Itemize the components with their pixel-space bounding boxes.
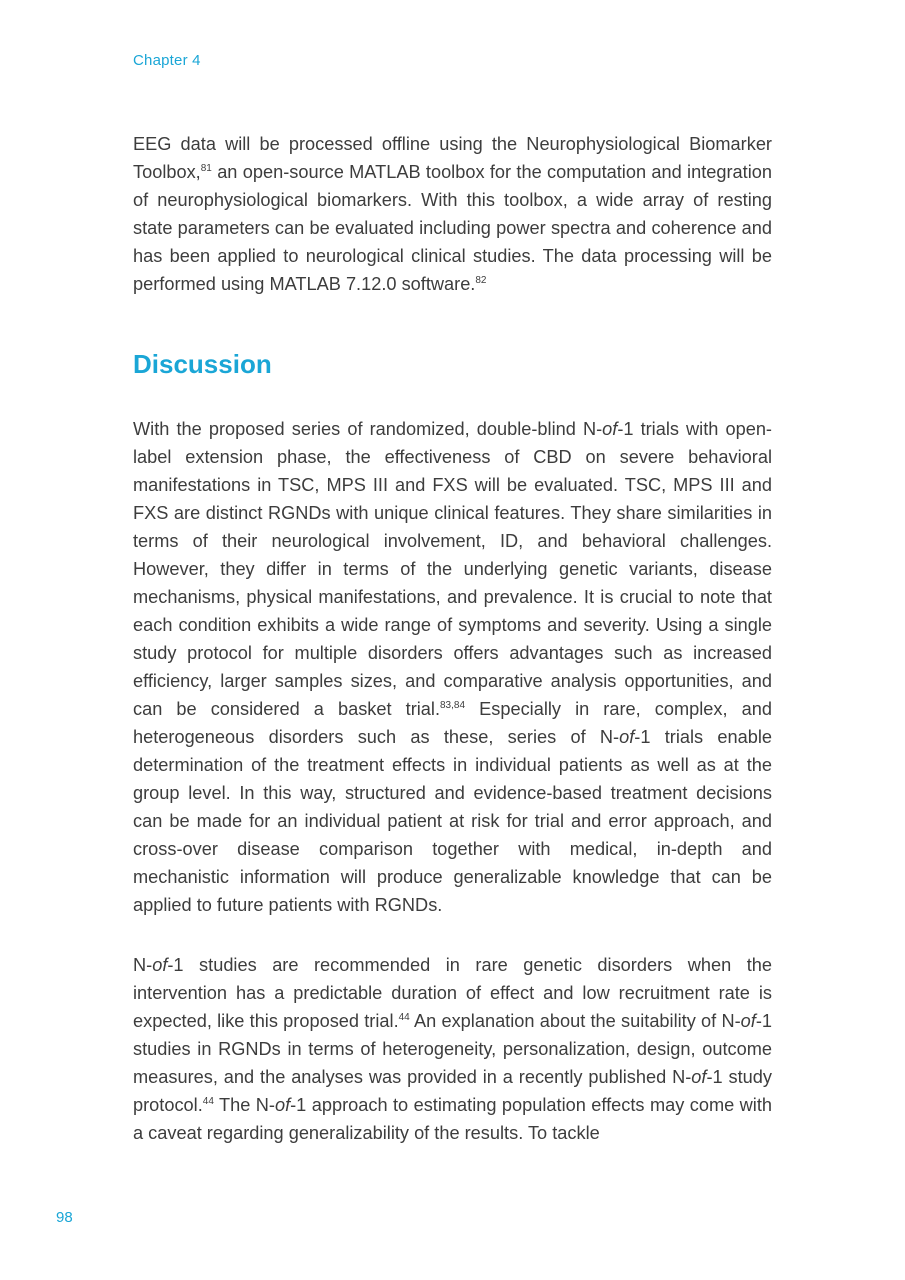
text-run: N- [133,955,153,975]
italic-run: of [740,1011,756,1031]
italic-run: of [619,727,635,747]
text-run: -1 studies are recommended in rare genetic disorders when the intervention has a predictable duration of effect and low recruitment rate is expected, like this proposed trial. [133,955,772,1031]
paragraph-eeg-processing [133,130,772,298]
reference-superscript: 82 [475,275,487,286]
text-run: -1 studies in RGNDs in terms of heterogeneity, personalization, design, outcome measures, and the analyses was provided in a recently published N- [133,1011,772,1087]
page-number: 98 [56,1209,73,1226]
text-run: -1 trials enable determination of the treatment effects in individual patients as well as at the group level. In this way, structured and evidence-based treatment decisions can be made for an individual patient at risk for trial and error approach, and cross-over disease comparison together with medical, in-depth and mechanistic information will produce generalizable knowledge that can be applied to future patients with RGNDs. [133,727,772,915]
italic-run: of [691,1067,707,1087]
text-run: With the proposed series of randomized, double-blind N- [133,419,603,439]
text-run: -1 trials with open-label extension phase, the effectiveness of CBD on severe behavioral manifestations in TSC, MPS III and FXS will be evaluated. TSC, MPS III and FXS are distinct RGNDs with unique clinical features. They share similarities in terms of their neurological involvement, ID, and behavioral challenges. However, they differ in terms of the underlying genetic variants, disease mechanisms, physical manifestations, and prevalence. It is crucial to note that each condition exhibits a wide range of symptoms and severity. Using a single study protocol for multiple disorders offers advantages such as increased efficiency, larger samples sizes, and comparative analysis opportunities, and can be considered a basket trial. [133,419,772,719]
reference-superscript: 81 [200,163,212,174]
text-run: EEG data will be processed offline using the Neurophysiological Biomarker Toolbox, [133,134,772,182]
text-run: -1 study protocol. [133,1067,772,1115]
reference-superscript: 44 [398,1012,410,1023]
italic-run: of [602,419,618,439]
text-run: Especially in rare, complex, and heterogeneous disorders such as these, series of N- [133,699,772,747]
reference-superscript: 44 [202,1096,214,1107]
italic-run: of [274,1095,291,1115]
text-run: -1 approach to estimating population effects may come with a caveat regarding generalizability of the results. To tackle [133,1095,772,1143]
text-run: The N- [213,1095,275,1115]
italic-run: of [152,955,168,975]
reference-superscript: 83,84 [440,700,466,711]
paragraph-discussion-2 [133,951,772,1147]
paragraph-discussion-1 [133,415,772,919]
text-run: an open-source MATLAB toolbox for the computation and integration of neurophysiological biomarkers. With this toolbox, a wide array of resting state parameters can be evaluated including power spectra and coherence and has been applied to neurological clinical studies. The data processing will be performed using MATLAB 7.12.0 software. [133,162,772,294]
text-run: An explanation about the suitability of N- [409,1011,741,1031]
section-heading-discussion: Discussion [133,349,272,379]
running-head: Chapter 4 [133,52,201,69]
